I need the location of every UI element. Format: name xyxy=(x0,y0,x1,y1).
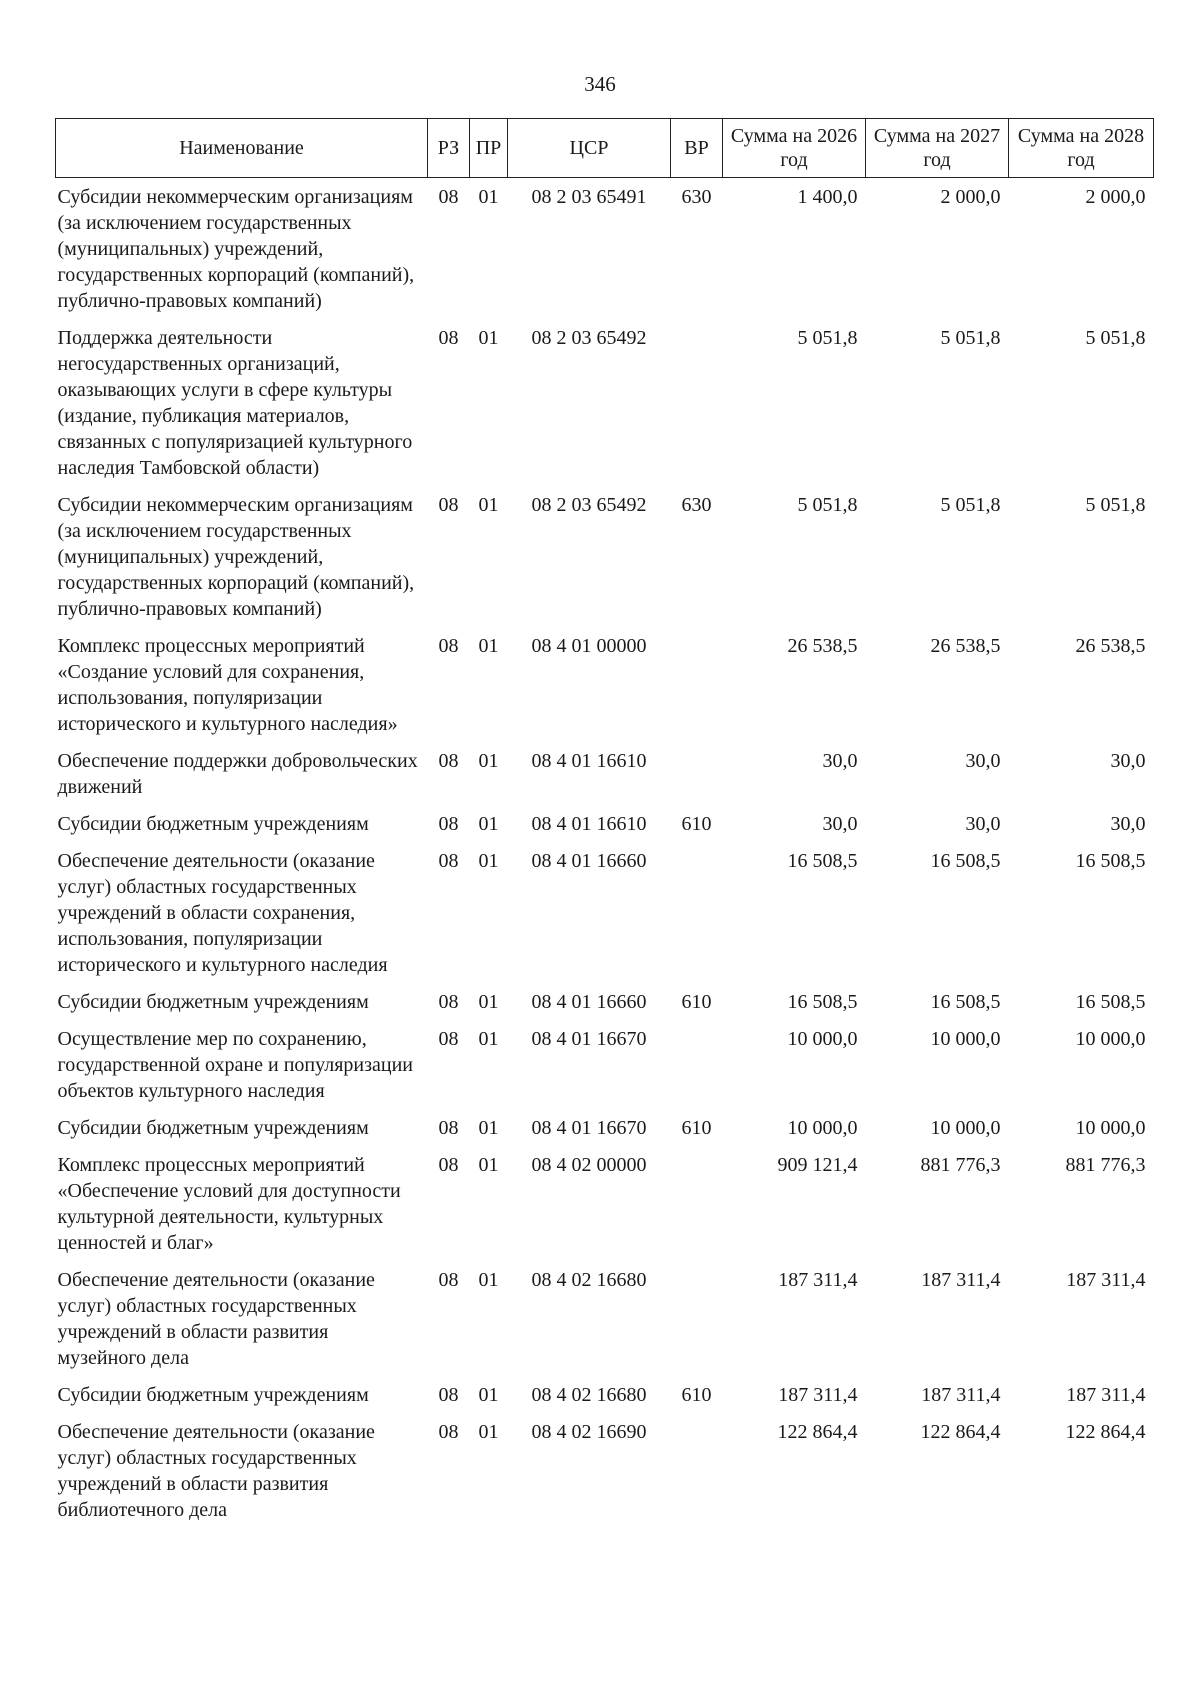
header-vr: ВР xyxy=(671,119,723,178)
cell-sum-2028: 881 776,3 xyxy=(1065,1154,1146,1176)
cell-vr xyxy=(671,742,723,805)
cell-sum-2027: 16 508,5 xyxy=(930,991,1001,1013)
cell-name: Обеспечение деятельности (оказание услуг) областных государственных учреждений в области развития музейного дела xyxy=(57,1269,375,1369)
cell-rz: 08 xyxy=(438,1117,459,1139)
cell-csr: 08 2 03 65492 xyxy=(531,327,647,349)
page-number: 346 xyxy=(584,72,616,96)
cell-sum-2028: 187 311,4 xyxy=(1066,1384,1146,1406)
cell-rz: 08 xyxy=(438,813,459,835)
table-row xyxy=(56,1109,1154,1146)
cell-name: Субсидии некоммерческим организациям (за исключением государственных (муниципальных) учреждений, государственных корпораций (компаний), публично-правовых компаний) xyxy=(57,494,415,620)
cell-csr: 08 4 01 16660 xyxy=(531,850,647,872)
table-row xyxy=(56,842,1154,983)
cell-rz: 08 xyxy=(438,1384,459,1406)
cell-vr: 610 xyxy=(681,991,712,1013)
cell-rz: 08 xyxy=(438,1028,459,1050)
header-rz: РЗ xyxy=(428,119,470,178)
cell-csr: 08 4 01 16670 xyxy=(531,1028,647,1050)
cell-sum-2027: 16 508,5 xyxy=(930,850,1001,872)
cell-sum-2026: 26 538,5 xyxy=(787,635,858,657)
cell-sum-2028: 122 864,4 xyxy=(1065,1421,1146,1443)
cell-pr: 01 xyxy=(478,1154,499,1176)
cell-vr xyxy=(671,627,723,742)
cell-pr: 01 xyxy=(478,1421,499,1443)
header-name: Наименование xyxy=(56,119,428,178)
cell-sum-2028: 5 051,8 xyxy=(1085,327,1146,349)
header-sum-2027: Сумма на 2027 год xyxy=(866,119,1009,178)
table-row xyxy=(56,742,1154,805)
cell-sum-2026: 909 121,4 xyxy=(777,1154,858,1176)
cell-pr: 01 xyxy=(478,813,499,835)
table-row xyxy=(56,983,1154,1020)
cell-sum-2028: 5 051,8 xyxy=(1085,494,1146,516)
cell-sum-2026: 16 508,5 xyxy=(787,850,858,872)
cell-sum-2027: 5 051,8 xyxy=(940,494,1001,516)
cell-sum-2027: 26 538,5 xyxy=(930,635,1001,657)
cell-sum-2027: 881 776,3 xyxy=(920,1154,1001,1176)
table-row xyxy=(56,1146,1154,1261)
cell-sum-2026: 5 051,8 xyxy=(797,494,858,516)
table-header xyxy=(56,119,1154,178)
cell-vr xyxy=(671,319,723,486)
cell-pr: 01 xyxy=(478,494,499,516)
cell-rz: 08 xyxy=(438,327,459,349)
cell-sum-2027: 10 000,0 xyxy=(930,1028,1001,1050)
cell-vr xyxy=(671,1261,723,1376)
cell-vr xyxy=(671,1413,723,1528)
cell-rz: 08 xyxy=(438,850,459,872)
cell-sum-2028: 2 000,0 xyxy=(1085,186,1146,208)
cell-sum-2027: 187 311,4 xyxy=(921,1384,1001,1406)
cell-sum-2026: 10 000,0 xyxy=(787,1117,858,1139)
cell-name: Комплекс процессных мероприятий «Обеспечение условий для доступности культурной деятельности, культурных ценностей и благ» xyxy=(57,1154,401,1254)
cell-rz: 08 xyxy=(438,1421,459,1443)
cell-sum-2028: 30,0 xyxy=(1110,813,1146,835)
cell-sum-2028: 30,0 xyxy=(1110,750,1146,772)
cell-sum-2028: 187 311,4 xyxy=(1066,1269,1146,1291)
cell-sum-2026: 16 508,5 xyxy=(787,991,858,1013)
table-row xyxy=(56,1413,1154,1528)
cell-rz: 08 xyxy=(438,991,459,1013)
cell-csr: 08 4 01 16670 xyxy=(531,1117,647,1139)
table-row xyxy=(56,627,1154,742)
cell-vr: 610 xyxy=(681,1117,712,1139)
cell-pr: 01 xyxy=(478,1117,499,1139)
table-row xyxy=(56,1261,1154,1376)
cell-sum-2026: 30,0 xyxy=(822,750,858,772)
cell-pr: 01 xyxy=(478,186,499,208)
cell-pr: 01 xyxy=(478,750,499,772)
cell-pr: 01 xyxy=(478,1269,499,1291)
cell-vr xyxy=(671,1020,723,1109)
cell-csr: 08 4 02 00000 xyxy=(531,1154,647,1176)
cell-pr: 01 xyxy=(478,1028,499,1050)
cell-sum-2027: 30,0 xyxy=(965,813,1001,835)
cell-sum-2026: 187 311,4 xyxy=(778,1384,858,1406)
cell-pr: 01 xyxy=(478,850,499,872)
cell-name: Осуществление мер по сохранению, государственной охране и популяризации объектов культурного наследия xyxy=(57,1028,413,1102)
cell-sum-2027: 5 051,8 xyxy=(940,327,1001,349)
cell-csr: 08 4 01 00000 xyxy=(531,635,647,657)
cell-csr: 08 2 03 65492 xyxy=(531,494,647,516)
cell-pr: 01 xyxy=(478,1384,499,1406)
cell-sum-2026: 187 311,4 xyxy=(778,1269,858,1291)
cell-vr xyxy=(671,1146,723,1261)
cell-sum-2026: 30,0 xyxy=(822,813,858,835)
cell-rz: 08 xyxy=(438,186,459,208)
budget-table xyxy=(55,118,1154,1528)
cell-name: Субсидии бюджетным учреждениям xyxy=(57,1384,369,1406)
cell-sum-2028: 10 000,0 xyxy=(1075,1028,1146,1050)
table-row xyxy=(56,178,1154,320)
cell-sum-2026: 1 400,0 xyxy=(797,186,858,208)
table-row xyxy=(56,1376,1154,1413)
header-sum-2028: Сумма на 2028 год xyxy=(1009,119,1154,178)
table-row xyxy=(56,1020,1154,1109)
cell-sum-2027: 10 000,0 xyxy=(930,1117,1001,1139)
cell-vr xyxy=(671,842,723,983)
cell-sum-2027: 187 311,4 xyxy=(921,1269,1001,1291)
cell-csr: 08 4 02 16690 xyxy=(531,1421,647,1443)
cell-csr: 08 4 02 16680 xyxy=(531,1269,647,1291)
cell-name: Субсидии некоммерческим организациям (за исключением государственных (муниципальных) учреждений, государственных корпораций (компаний), публично-правовых компаний) xyxy=(57,186,415,312)
cell-csr: 08 2 03 65491 xyxy=(531,186,647,208)
table-row xyxy=(56,486,1154,627)
header-sum-2026: Сумма на 2026 год xyxy=(723,119,866,178)
cell-csr: 08 4 01 16610 xyxy=(531,750,647,772)
cell-sum-2026: 10 000,0 xyxy=(787,1028,858,1050)
cell-rz: 08 xyxy=(438,750,459,772)
cell-sum-2028: 16 508,5 xyxy=(1075,850,1146,872)
cell-sum-2026: 5 051,8 xyxy=(797,327,858,349)
header-csr: ЦСР xyxy=(508,119,671,178)
cell-rz: 08 xyxy=(438,635,459,657)
cell-vr: 630 xyxy=(681,494,712,516)
table-body xyxy=(56,178,1154,1529)
cell-csr: 08 4 01 16660 xyxy=(531,991,647,1013)
cell-pr: 01 xyxy=(478,991,499,1013)
cell-sum-2027: 2 000,0 xyxy=(940,186,1001,208)
cell-name: Поддержка деятельности негосударственных организаций, оказывающих услуги в сфере культуры (издание, публикация материалов, связанных с популяризацией культурного наследия Тамбовской области) xyxy=(57,327,413,479)
cell-rz: 08 xyxy=(438,1154,459,1176)
cell-vr: 610 xyxy=(681,813,712,835)
cell-name: Обеспечение поддержки добровольческих движений xyxy=(57,750,418,798)
cell-csr: 08 4 01 16610 xyxy=(531,813,647,835)
cell-csr: 08 4 02 16680 xyxy=(531,1384,647,1406)
cell-name: Обеспечение деятельности (оказание услуг) областных государственных учреждений в области развития библиотечного дела xyxy=(57,1421,375,1521)
cell-rz: 08 xyxy=(438,494,459,516)
table-row xyxy=(56,319,1154,486)
cell-name: Обеспечение деятельности (оказание услуг) областных государственных учреждений в области сохранения, использования, популяризации исторического и культурного наследия xyxy=(57,850,388,976)
cell-sum-2027: 122 864,4 xyxy=(920,1421,1001,1443)
cell-sum-2026: 122 864,4 xyxy=(777,1421,858,1443)
cell-vr: 630 xyxy=(681,186,712,208)
cell-pr: 01 xyxy=(478,327,499,349)
cell-sum-2028: 26 538,5 xyxy=(1075,635,1146,657)
cell-rz: 08 xyxy=(438,1269,459,1291)
cell-name: Комплекс процессных мероприятий «Создание условий для сохранения, использования, популяризации исторического и культурного наследия» xyxy=(57,635,398,735)
header-pr: ПР xyxy=(470,119,508,178)
cell-vr: 610 xyxy=(681,1384,712,1406)
table-row xyxy=(56,805,1154,842)
cell-name: Субсидии бюджетным учреждениям xyxy=(57,991,369,1013)
cell-sum-2028: 16 508,5 xyxy=(1075,991,1146,1013)
cell-name: Субсидии бюджетным учреждениям xyxy=(57,1117,369,1139)
cell-sum-2028: 10 000,0 xyxy=(1075,1117,1146,1139)
cell-sum-2027: 30,0 xyxy=(965,750,1001,772)
cell-name: Субсидии бюджетным учреждениям xyxy=(57,813,369,835)
cell-pr: 01 xyxy=(478,635,499,657)
